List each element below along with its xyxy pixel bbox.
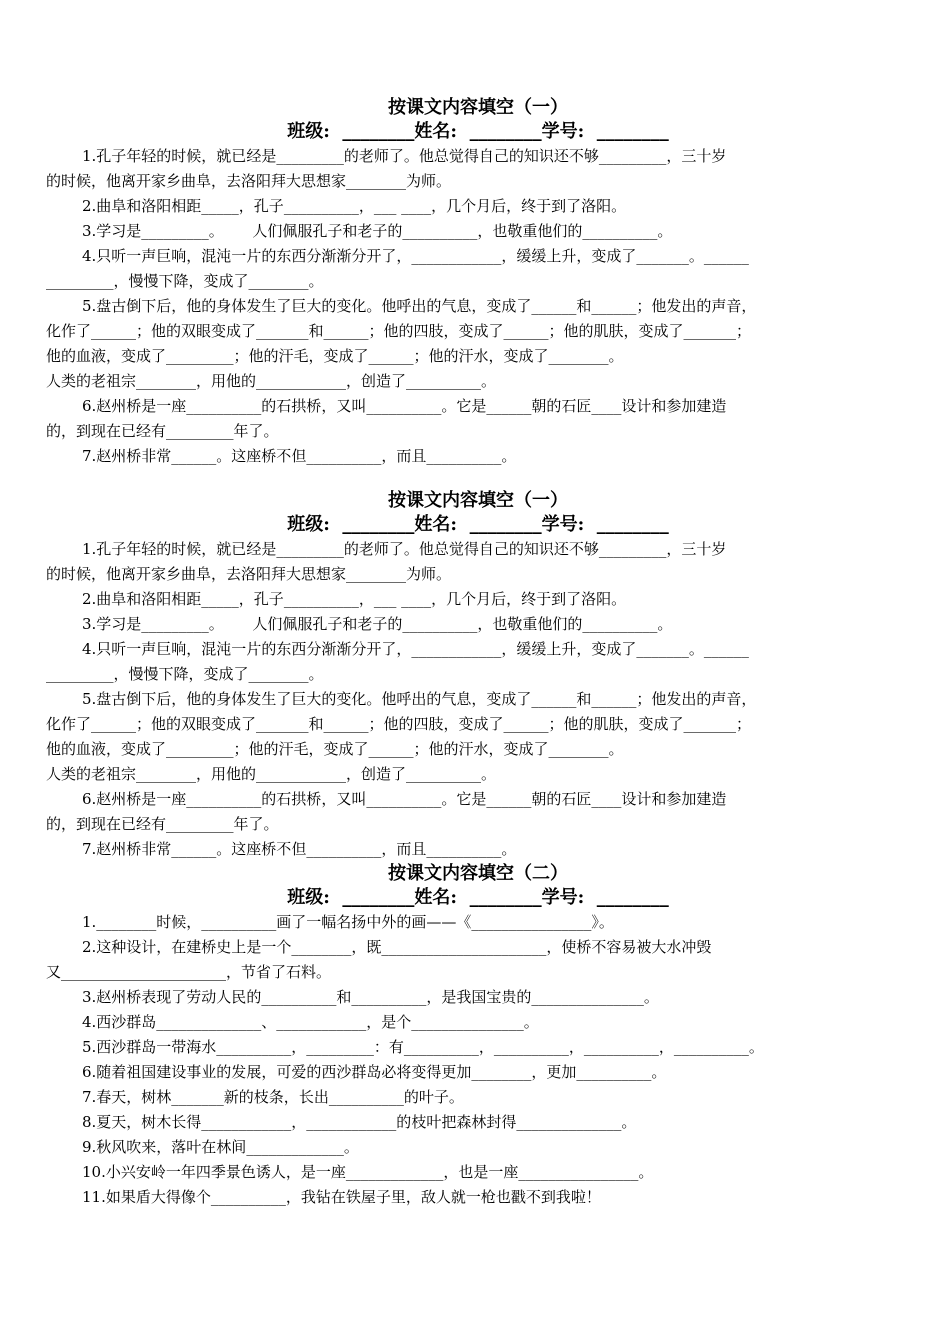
question-line: 的，到现在已经有_________年了。 bbox=[46, 422, 279, 440]
question-list bbox=[46, 910, 910, 1210]
question-line: 7.赵州桥非常______。这座桥不但__________，而且__________。 bbox=[82, 840, 517, 858]
section-title: 按课文内容填空（一） bbox=[388, 97, 568, 118]
student-info-line: 班级: ________姓名: ________学号: ________ bbox=[287, 121, 669, 142]
student-info-line: 班级: ________姓名: ________学号: ________ bbox=[287, 887, 669, 908]
question-line: 1.孔子年轻的时候，就已经是_________的老师了。他总觉得自己的知识还不够_________，三十岁 bbox=[82, 540, 727, 558]
question-line: 6.赵州桥是一座__________的石拱桥，又叫__________。它是______朝的石匠____设计和参加建造 bbox=[82, 397, 727, 415]
question-line: 7.春天，树林_______新的枝条，长出__________的叶子。 bbox=[82, 1088, 464, 1106]
question-line: 化作了______；他的双眼变成了_______和______；他的四肢，变成了______；他的肌肤，变成了_______； bbox=[46, 715, 752, 733]
section-3 bbox=[46, 862, 910, 1210]
question-line: 3.学习是_________。 人们佩服孔子和老子的__________，也敬重他们的__________。 bbox=[82, 615, 673, 633]
question-line: _________，慢慢下降，变成了________。 bbox=[46, 665, 324, 683]
question-line: 2.这种设计，在建桥史上是一个________，既______________________，使桥不容易被大水冲毁 bbox=[82, 938, 712, 956]
question-list bbox=[46, 144, 910, 469]
question-line: 9.秋风吹来，落叶在林间_____________。 bbox=[82, 1138, 359, 1156]
question-line: 1.孔子年轻的时候，就已经是_________的老师了。他总觉得自己的知识还不够_________，三十岁 bbox=[82, 147, 727, 165]
question-line: 4.西沙群岛______________、____________，是个_______________。 bbox=[82, 1013, 539, 1031]
question-line: 6.随着祖国建设事业的发展，可爱的西沙群岛必将变得更加________，更加__________。 bbox=[82, 1063, 667, 1081]
question-line: 的，到现在已经有_________年了。 bbox=[46, 815, 279, 833]
worksheet-page bbox=[46, 96, 910, 1210]
question-line: 又______________________，节省了石料。 bbox=[46, 963, 332, 981]
student-info-line: 班级: ________姓名: ________学号: ________ bbox=[287, 514, 669, 535]
question-line: 8.夏天，树木长得____________，____________的枝叶把森林封得______________。 bbox=[82, 1113, 637, 1131]
question-line: _________，慢慢下降，变成了________。 bbox=[46, 272, 324, 290]
question-line: 他的血液，变成了_________；他的汗毛，变成了______；他的汗水，变成了________。 bbox=[46, 740, 624, 758]
section-title: 按课文内容填空（二） bbox=[388, 863, 568, 884]
question-line: 6.赵州桥是一座__________的石拱桥，又叫__________。它是______朝的石匠____设计和参加建造 bbox=[82, 790, 727, 808]
question-line: 2.曲阜和洛阳相距_____，孔子__________，___ ____，几个月后，终于到了洛阳。 bbox=[82, 590, 627, 608]
question-line: 7.赵州桥非常______。这座桥不但__________，而且__________。 bbox=[82, 447, 517, 465]
question-line: 人类的老祖宗________，用他的____________，创造了__________。 bbox=[46, 372, 497, 390]
section-1 bbox=[46, 96, 910, 469]
question-line: 的时候，他离开家乡曲阜，去洛阳拜大思想家________为师。 bbox=[46, 172, 452, 190]
question-line: 4.只听一声巨响，混沌一片的东西分渐渐分开了，____________，缓缓上升，变成了_______。______ bbox=[82, 640, 749, 658]
question-line: 人类的老祖宗________，用他的____________，创造了__________。 bbox=[46, 765, 497, 783]
question-line: 5.盘古倒下后，他的身体发生了巨大的变化。他呼出的气息，变成了______和______；他发出的声音， bbox=[82, 690, 757, 708]
question-list bbox=[46, 537, 910, 862]
question-line: 化作了______；他的双眼变成了_______和______；他的四肢，变成了______；他的肌肤，变成了_______； bbox=[46, 322, 752, 340]
section-2 bbox=[46, 489, 910, 862]
question-line: 他的血液，变成了_________；他的汗毛，变成了______；他的汗水，变成了________。 bbox=[46, 347, 624, 365]
question-line: 5.西沙群岛一带海水__________，_________：有__________，__________，__________，__________。 bbox=[82, 1038, 764, 1056]
question-line: 的时候，他离开家乡曲阜，去洛阳拜大思想家________为师。 bbox=[46, 565, 452, 583]
section-title: 按课文内容填空（一） bbox=[388, 490, 568, 511]
question-line: 1.________时候，__________画了一幅名扬中外的画——《________________》。 bbox=[82, 913, 614, 931]
question-line: 3.赵州桥表现了劳动人民的__________和__________，是我国宝贵的_______________。 bbox=[82, 988, 659, 1006]
question-line: 10.小兴安岭一年四季景色诱人，是一座_____________，也是一座________________。 bbox=[82, 1163, 654, 1181]
question-line: 2.曲阜和洛阳相距_____，孔子__________，___ ____，几个月后，终于到了洛阳。 bbox=[82, 197, 627, 215]
question-line: 4.只听一声巨响，混沌一片的东西分渐渐分开了，____________，缓缓上升，变成了_______。______ bbox=[82, 247, 749, 265]
question-line: 5.盘古倒下后，他的身体发生了巨大的变化。他呼出的气息，变成了______和______；他发出的声音， bbox=[82, 297, 757, 315]
question-line: 11.如果盾大得像个__________，我钻在铁屋子里，敌人就一枪也戳不到我啦！ bbox=[82, 1188, 601, 1206]
question-line: 3.学习是_________。 人们佩服孔子和老子的__________，也敬重他们的__________。 bbox=[82, 222, 673, 240]
